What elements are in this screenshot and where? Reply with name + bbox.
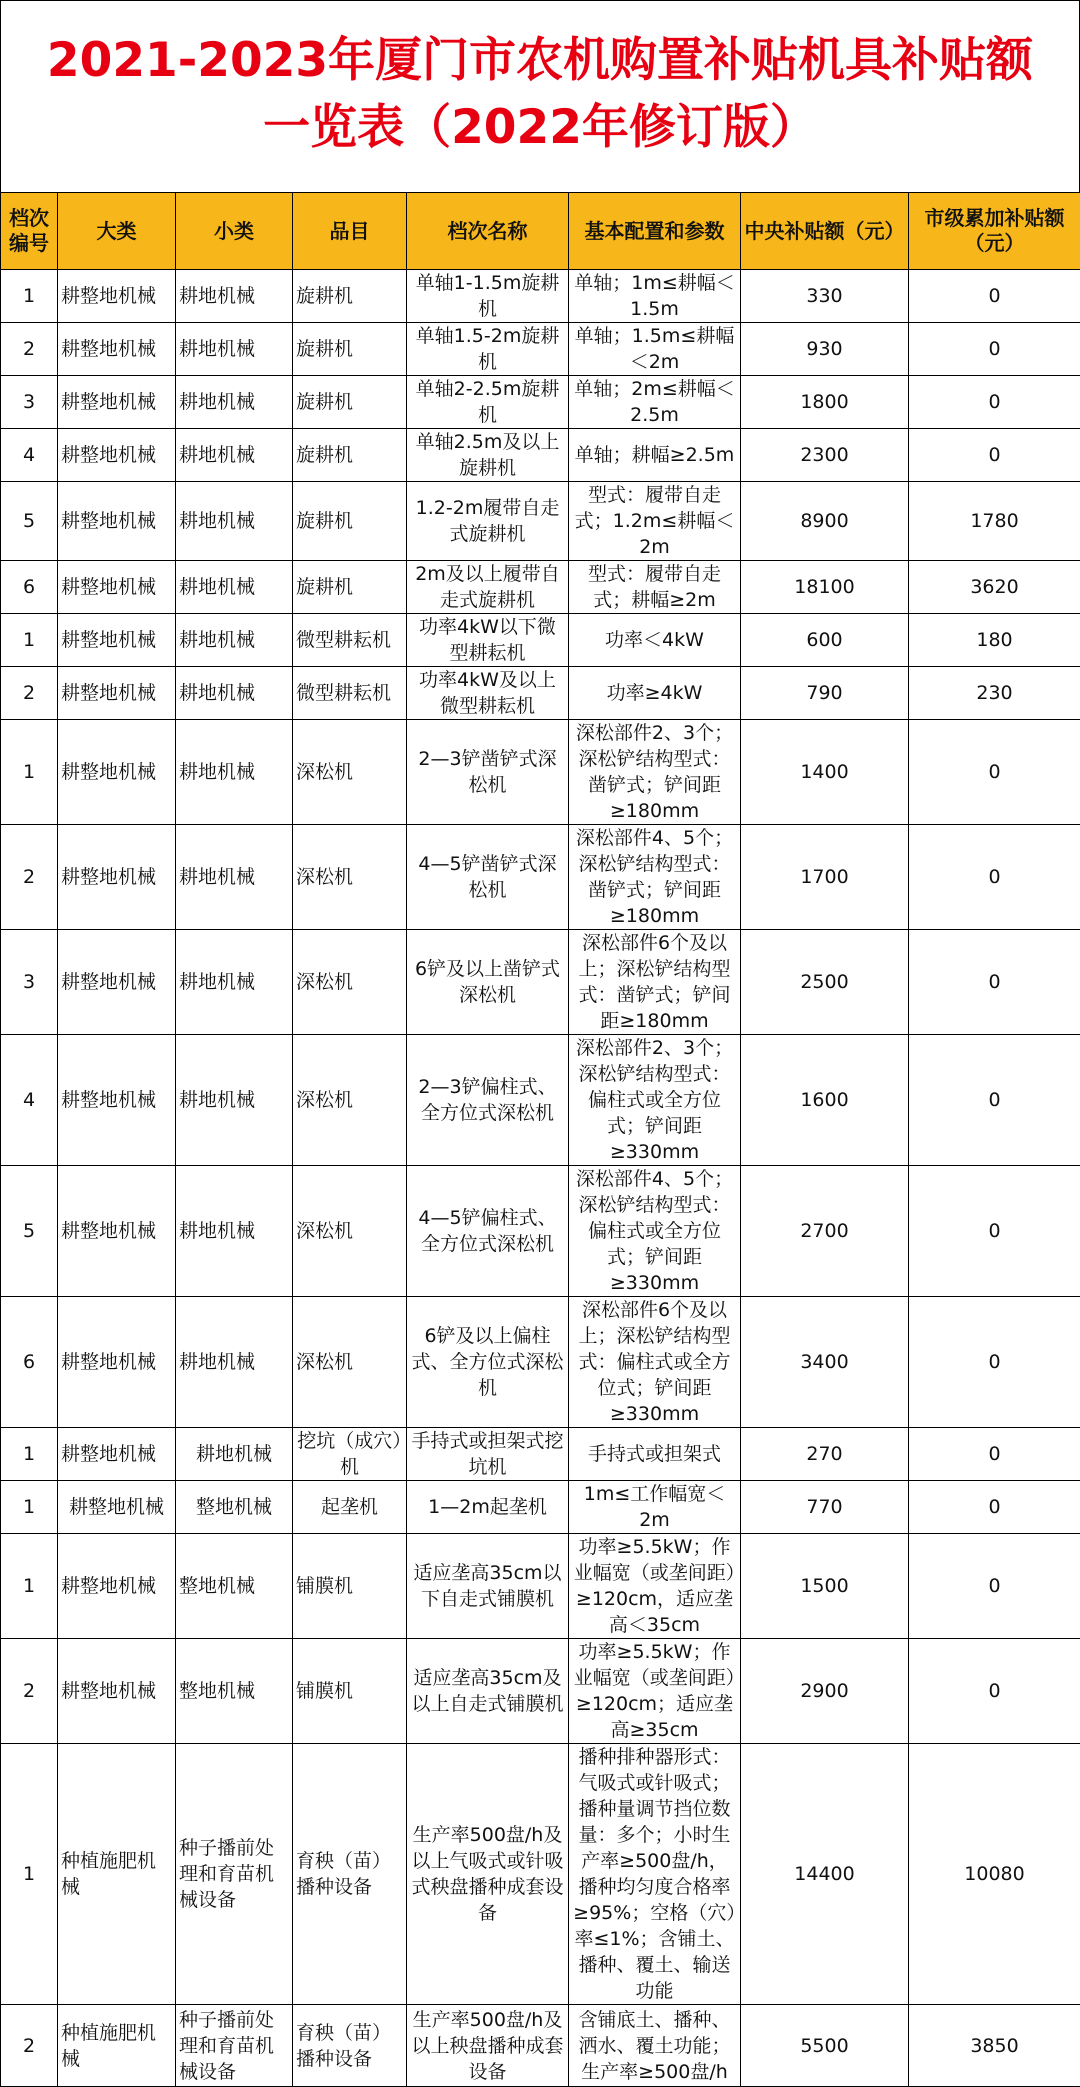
cell-config: 单轴；2m≤耕幅＜2.5m [569, 376, 741, 429]
cell-level-name: 1.2-2m履带自走式旋耕机 [407, 482, 569, 561]
cell-central: 14400 [741, 1744, 909, 2005]
cell-level-name: 2m及以上履带自走式旋耕机 [407, 561, 569, 614]
cell-major: 耕整地机械 [58, 482, 176, 561]
cell-minor: 耕地机械 [176, 561, 293, 614]
cell-city: 230 [909, 667, 1080, 720]
cell-major: 耕整地机械 [58, 376, 176, 429]
table-row [1, 1481, 1080, 1534]
header-config: 基本配置和参数 [569, 193, 741, 270]
cell-city: 0 [909, 1639, 1080, 1744]
cell-item: 旋耕机 [293, 270, 407, 323]
header-city: 市级累加补贴额（元） [909, 193, 1080, 270]
cell-level-no: 2 [1, 667, 58, 720]
table-row [1, 323, 1080, 376]
cell-minor: 整地机械 [176, 1481, 293, 1534]
cell-item: 微型耕耘机 [293, 667, 407, 720]
cell-city: 0 [909, 930, 1080, 1035]
cell-item: 起垄机 [293, 1481, 407, 1534]
cell-central: 8900 [741, 482, 909, 561]
cell-level-no: 2 [1, 323, 58, 376]
cell-minor: 耕地机械 [176, 1035, 293, 1166]
cell-level-name: 功率4kW以下微型耕耘机 [407, 614, 569, 667]
cell-central: 2700 [741, 1166, 909, 1297]
cell-central: 270 [741, 1428, 909, 1481]
cell-city: 0 [909, 1481, 1080, 1534]
cell-minor: 耕地机械 [176, 720, 293, 825]
cell-item: 深松机 [293, 825, 407, 930]
cell-level-name: 2—3铲偏柱式、全方位式深松机 [407, 1035, 569, 1166]
cell-major: 耕整地机械 [58, 1534, 176, 1639]
cell-minor: 耕地机械 [176, 667, 293, 720]
cell-city: 0 [909, 1035, 1080, 1166]
table-row [1, 429, 1080, 482]
cell-major: 种植施肥机械 [58, 1744, 176, 2005]
cell-central: 1400 [741, 720, 909, 825]
table-row [1, 1428, 1080, 1481]
cell-major: 耕整地机械 [58, 1481, 176, 1534]
cell-central: 2300 [741, 429, 909, 482]
table-body [1, 270, 1080, 2087]
cell-level-name: 单轴2-2.5m旋耕机 [407, 376, 569, 429]
header-minor: 小类 [176, 193, 293, 270]
cell-level-no: 1 [1, 1744, 58, 2005]
table-row [1, 270, 1080, 323]
cell-level-name: 4—5铲凿铲式深松机 [407, 825, 569, 930]
cell-city: 0 [909, 376, 1080, 429]
cell-level-no: 2 [1, 2005, 58, 2087]
cell-level-name: 适应垄高35cm及以上自走式铺膜机 [407, 1639, 569, 1744]
cell-level-name: 2—3铲凿铲式深松机 [407, 720, 569, 825]
cell-level-no: 3 [1, 930, 58, 1035]
cell-major: 耕整地机械 [58, 720, 176, 825]
cell-major: 耕整地机械 [58, 667, 176, 720]
cell-central: 1700 [741, 825, 909, 930]
cell-city: 3620 [909, 561, 1080, 614]
cell-item: 旋耕机 [293, 323, 407, 376]
cell-item: 深松机 [293, 720, 407, 825]
header-item: 品目 [293, 193, 407, 270]
cell-central: 930 [741, 323, 909, 376]
cell-config: 1m≤工作幅宽＜2m [569, 1481, 741, 1534]
cell-minor: 整地机械 [176, 1534, 293, 1639]
cell-level-no: 4 [1, 429, 58, 482]
cell-minor: 耕地机械 [176, 930, 293, 1035]
cell-item: 旋耕机 [293, 376, 407, 429]
table-row [1, 561, 1080, 614]
cell-item: 旋耕机 [293, 429, 407, 482]
cell-city: 0 [909, 1534, 1080, 1639]
cell-config: 功率≥4kW [569, 667, 741, 720]
title-line-1: 2021-2023年厦门市农机购置补贴机具补贴额 [1, 27, 1079, 94]
cell-level-no: 3 [1, 376, 58, 429]
cell-level-name: 适应垄高35cm以下自走式铺膜机 [407, 1534, 569, 1639]
cell-major: 耕整地机械 [58, 1428, 176, 1481]
cell-level-name: 1—2m起垄机 [407, 1481, 569, 1534]
cell-level-no: 2 [1, 1639, 58, 1744]
cell-major: 耕整地机械 [58, 1035, 176, 1166]
cell-level-no: 1 [1, 1428, 58, 1481]
table-header-row [1, 193, 1080, 270]
cell-config: 功率≥5.5kW；作业幅宽（或垄间距）≥120cm；适应垄高≥35cm [569, 1639, 741, 1744]
cell-major: 耕整地机械 [58, 429, 176, 482]
cell-level-no: 1 [1, 1481, 58, 1534]
header-major: 大类 [58, 193, 176, 270]
cell-config: 单轴；1m≤耕幅＜1.5m [569, 270, 741, 323]
cell-level-name: 6铲及以上凿铲式深松机 [407, 930, 569, 1035]
cell-central: 3400 [741, 1297, 909, 1428]
cell-city: 0 [909, 1297, 1080, 1428]
cell-major: 耕整地机械 [58, 323, 176, 376]
cell-major: 耕整地机械 [58, 1166, 176, 1297]
cell-item: 深松机 [293, 1297, 407, 1428]
cell-major: 耕整地机械 [58, 614, 176, 667]
table-row [1, 930, 1080, 1035]
cell-level-no: 1 [1, 720, 58, 825]
header-level-name: 档次名称 [407, 193, 569, 270]
cell-central: 1600 [741, 1035, 909, 1166]
cell-central: 5500 [741, 2005, 909, 2087]
cell-level-no: 2 [1, 825, 58, 930]
cell-minor: 种子播前处理和育苗机械设备 [176, 2005, 293, 2087]
cell-config: 深松部件2、3个；深松铲结构型式：偏柱式或全方位式；铲间距≥330mm [569, 1035, 741, 1166]
cell-city: 0 [909, 825, 1080, 930]
cell-minor: 耕地机械 [176, 376, 293, 429]
cell-config: 含铺底土、播种、洒水、覆土功能；生产率≥500盘/h [569, 2005, 741, 2087]
header-level-no: 档次编号 [1, 193, 58, 270]
cell-config: 深松部件6个及以上；深松铲结构型式：偏柱式或全方位式；铲间距≥330mm [569, 1297, 741, 1428]
cell-config: 功率＜4kW [569, 614, 741, 667]
cell-minor: 耕地机械 [176, 1297, 293, 1428]
cell-major: 耕整地机械 [58, 561, 176, 614]
table-row [1, 825, 1080, 930]
cell-city: 0 [909, 270, 1080, 323]
table-row [1, 2005, 1080, 2087]
cell-level-name: 生产率500盘/h及以上秧盘播种成套设备 [407, 2005, 569, 2087]
cell-item: 挖坑（成穴）机 [293, 1428, 407, 1481]
cell-major: 耕整地机械 [58, 270, 176, 323]
cell-config: 深松部件2、3个；深松铲结构型式：凿铲式；铲间距≥180mm [569, 720, 741, 825]
cell-item: 深松机 [293, 930, 407, 1035]
cell-minor: 耕地机械 [176, 614, 293, 667]
table-row [1, 667, 1080, 720]
cell-minor: 耕地机械 [176, 270, 293, 323]
cell-config: 型式：履带自走式；1.2m≤耕幅＜2m [569, 482, 741, 561]
cell-config: 深松部件6个及以上；深松铲结构型式：凿铲式；铲间距≥180mm [569, 930, 741, 1035]
cell-item: 育秧（苗）播种设备 [293, 1744, 407, 2005]
cell-item: 深松机 [293, 1035, 407, 1166]
cell-minor: 耕地机械 [176, 1428, 293, 1481]
cell-level-name: 4—5铲偏柱式、全方位式深松机 [407, 1166, 569, 1297]
cell-central: 2500 [741, 930, 909, 1035]
cell-level-name: 功率4kW及以上微型耕耘机 [407, 667, 569, 720]
table-row [1, 376, 1080, 429]
cell-config: 功率≥5.5kW；作业幅宽（或垄间距）≥120cm，适应垄高＜35cm [569, 1534, 741, 1639]
cell-item: 旋耕机 [293, 561, 407, 614]
cell-minor: 耕地机械 [176, 323, 293, 376]
cell-level-name: 手持式或担架式挖坑机 [407, 1428, 569, 1481]
cell-config: 单轴；耕幅≥2.5m [569, 429, 741, 482]
cell-config: 深松部件4、5个；深松铲结构型式：凿铲式；铲间距≥180mm [569, 825, 741, 930]
table-row [1, 1639, 1080, 1744]
cell-item: 铺膜机 [293, 1639, 407, 1744]
cell-city: 10080 [909, 1744, 1080, 2005]
cell-central: 2900 [741, 1639, 909, 1744]
cell-central: 600 [741, 614, 909, 667]
cell-item: 旋耕机 [293, 482, 407, 561]
cell-item: 深松机 [293, 1166, 407, 1297]
cell-minor: 耕地机械 [176, 482, 293, 561]
cell-major: 耕整地机械 [58, 825, 176, 930]
cell-city: 0 [909, 323, 1080, 376]
cell-level-no: 1 [1, 270, 58, 323]
cell-level-no: 6 [1, 561, 58, 614]
cell-minor: 整地机械 [176, 1639, 293, 1744]
cell-config: 播种排种器形式：气吸式或针吸式；播种量调节挡位数量：多个；小时生产率≥500盘/h，播种均匀度合格率≥95%；空格（穴）率≤1%；含铺土、播种、覆土、输送功能 [569, 1744, 741, 2005]
table-row [1, 1297, 1080, 1428]
cell-central: 18100 [741, 561, 909, 614]
cell-city: 3850 [909, 2005, 1080, 2087]
cell-config: 单轴；1.5m≤耕幅＜2m [569, 323, 741, 376]
cell-city: 0 [909, 429, 1080, 482]
subsidy-table [0, 192, 1080, 2087]
cell-central: 790 [741, 667, 909, 720]
table-row [1, 720, 1080, 825]
cell-city: 0 [909, 720, 1080, 825]
cell-major: 种植施肥机械 [58, 2005, 176, 2087]
cell-item: 育秧（苗）播种设备 [293, 2005, 407, 2087]
cell-level-no: 5 [1, 482, 58, 561]
cell-level-name: 单轴1-1.5m旋耕机 [407, 270, 569, 323]
table-row [1, 482, 1080, 561]
cell-minor: 耕地机械 [176, 429, 293, 482]
table-row [1, 1534, 1080, 1639]
table-row [1, 614, 1080, 667]
cell-central: 330 [741, 270, 909, 323]
cell-major: 耕整地机械 [58, 1639, 176, 1744]
cell-city: 1780 [909, 482, 1080, 561]
cell-minor: 耕地机械 [176, 825, 293, 930]
cell-level-name: 单轴1.5-2m旋耕机 [407, 323, 569, 376]
cell-level-name: 6铲及以上偏柱式、全方位式深松机 [407, 1297, 569, 1428]
cell-city: 0 [909, 1166, 1080, 1297]
cell-level-no: 6 [1, 1297, 58, 1428]
cell-level-no: 1 [1, 1534, 58, 1639]
cell-central: 1500 [741, 1534, 909, 1639]
document-title [0, 0, 1080, 192]
cell-major: 耕整地机械 [58, 1297, 176, 1428]
cell-config: 手持式或担架式 [569, 1428, 741, 1481]
cell-minor: 种子播前处理和育苗机械设备 [176, 1744, 293, 2005]
header-central: 中央补贴额（元） [741, 193, 909, 270]
cell-config: 深松部件4、5个；深松铲结构型式：偏柱式或全方位式；铲间距≥330mm [569, 1166, 741, 1297]
cell-level-no: 5 [1, 1166, 58, 1297]
cell-city: 180 [909, 614, 1080, 667]
table-row [1, 1744, 1080, 2005]
cell-central: 1800 [741, 376, 909, 429]
table-row [1, 1166, 1080, 1297]
cell-level-no: 4 [1, 1035, 58, 1166]
cell-item: 铺膜机 [293, 1534, 407, 1639]
cell-level-name: 生产率500盘/h及以上气吸式或针吸式秧盘播种成套设备 [407, 1744, 569, 2005]
cell-major: 耕整地机械 [58, 930, 176, 1035]
cell-minor: 耕地机械 [176, 1166, 293, 1297]
table-row [1, 1035, 1080, 1166]
cell-level-name: 单轴2.5m及以上旋耕机 [407, 429, 569, 482]
title-line-2: 一览表（2022年修订版） [1, 94, 1079, 161]
cell-item: 微型耕耘机 [293, 614, 407, 667]
cell-config: 型式：履带自走式；耕幅≥2m [569, 561, 741, 614]
cell-city: 0 [909, 1428, 1080, 1481]
cell-central: 770 [741, 1481, 909, 1534]
cell-level-no: 1 [1, 614, 58, 667]
